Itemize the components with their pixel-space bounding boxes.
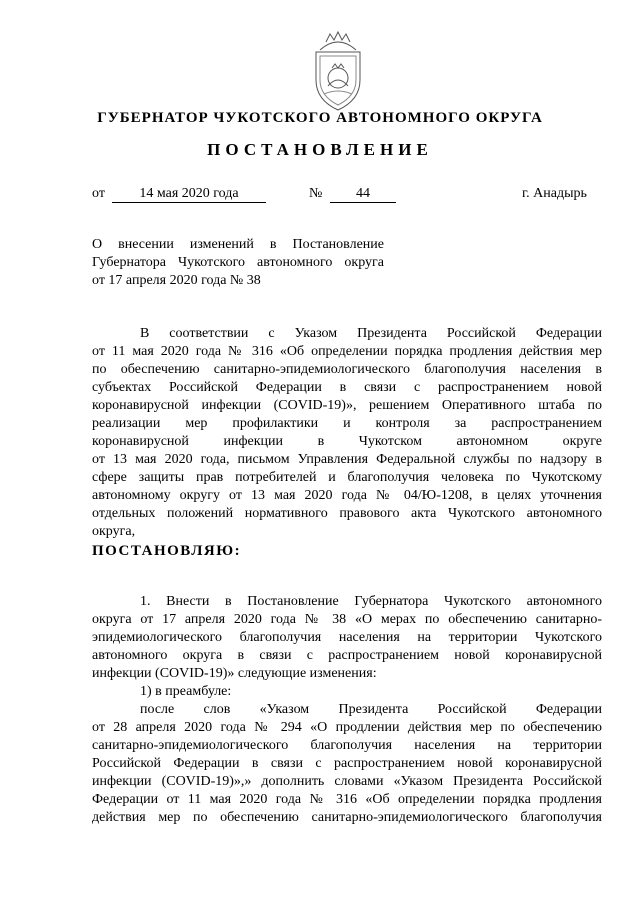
text-line: действия мер по обеспечению санитарно-эпидемиологического благополучия xyxy=(92,810,602,825)
subject-line: Губернатора Чукотского автономного округа xyxy=(92,255,384,270)
text-line: сфере защиты прав потребителей и благополучия человека по Чукотскому xyxy=(92,470,602,485)
text-line: эпидемиологического благополучия населения на территории Чукотского xyxy=(92,630,602,645)
subject-line: от 17 апреля 2020 года № 38 xyxy=(92,273,261,288)
text-line: по обеспечению санитарно-эпидемиологического благополучия населения в xyxy=(92,362,602,377)
date-prefix: от xyxy=(92,186,105,201)
text-line: коронавирусной инфекции в Чукотском автономном округе xyxy=(92,434,602,449)
text-line: инфекции (COVID-19)» следующие изменения: xyxy=(92,666,377,681)
text-line: Российской Федерации в связи с распространением новой коронавирусной xyxy=(92,756,602,771)
preamble-paragraph xyxy=(92,325,602,541)
document-number: 44 xyxy=(330,186,396,203)
text-line: отдельных положений нормативного правового акта Чукотского автономного xyxy=(92,506,602,521)
text-line: 1. Внести в Постановление Губернатора Чукотского автономного xyxy=(140,594,602,609)
text-line: санитарно-эпидемиологического благополучия населения на территории xyxy=(92,738,602,753)
text-line: после слов «Указом Президента Российской Федерации xyxy=(140,702,602,717)
text-line: округа от 17 апреля 2020 года № 38 «О мерах по обеспечению санитарно- xyxy=(92,612,602,627)
doc-type-heading: ПОСТАНОВЛЕНИЕ xyxy=(207,140,433,159)
text-line: автономного округа в связи с распространением новой коронавирусной xyxy=(92,648,602,663)
text-line: субъектах Российской Федерации в связи с распространением новой xyxy=(92,380,602,395)
text-line: автономному округу от 13 мая 2020 года № 04/Ю-1208, в целях уточнения xyxy=(92,488,602,503)
decree-word: ПОСТАНОВЛЯЮ: xyxy=(92,543,242,559)
text-line: коронавирусной инфекции (COVID-19)», решением Оперативного штаба по xyxy=(92,398,602,413)
text-line: Федерации от 11 мая 2020 года № 316 «Об определении порядка продления xyxy=(92,792,602,807)
clause-1-paragraph xyxy=(92,593,602,827)
coat-of-arms-emblem xyxy=(302,28,374,114)
text-line: В соответствии с Указом Президента Российской Федерации xyxy=(140,326,602,341)
text-line: реализации мер профилактики и контроля за распространением xyxy=(92,416,602,431)
text-line: от 13 мая 2020 года, письмом Управления Федеральной службы по надзору в xyxy=(92,452,602,467)
sub-item-label: 1) в преамбуле: xyxy=(140,684,232,699)
document-date: 14 мая 2020 года xyxy=(112,186,266,203)
org-title: ГУБЕРНАТОР ЧУКОТСКОГО АВТОНОМНОГО ОКРУГА xyxy=(97,110,543,126)
text-line: от 11 мая 2020 года № 316 «Об определении порядка продления действия мер xyxy=(92,344,602,359)
document-meta-row xyxy=(0,186,640,206)
text-line: инфекции (COVID-19)»,» дополнить словами «Указом Президента Российской xyxy=(92,774,602,789)
number-label: № xyxy=(309,186,323,201)
text-line: округа, xyxy=(92,524,136,539)
text-line: от 28 апреля 2020 года № 294 «О продлении действия мер по обеспечению xyxy=(92,720,602,735)
city: г. Анадырь xyxy=(522,186,587,201)
subject-line: О внесении изменений в Постановление xyxy=(92,237,384,252)
document-subject xyxy=(92,236,384,290)
